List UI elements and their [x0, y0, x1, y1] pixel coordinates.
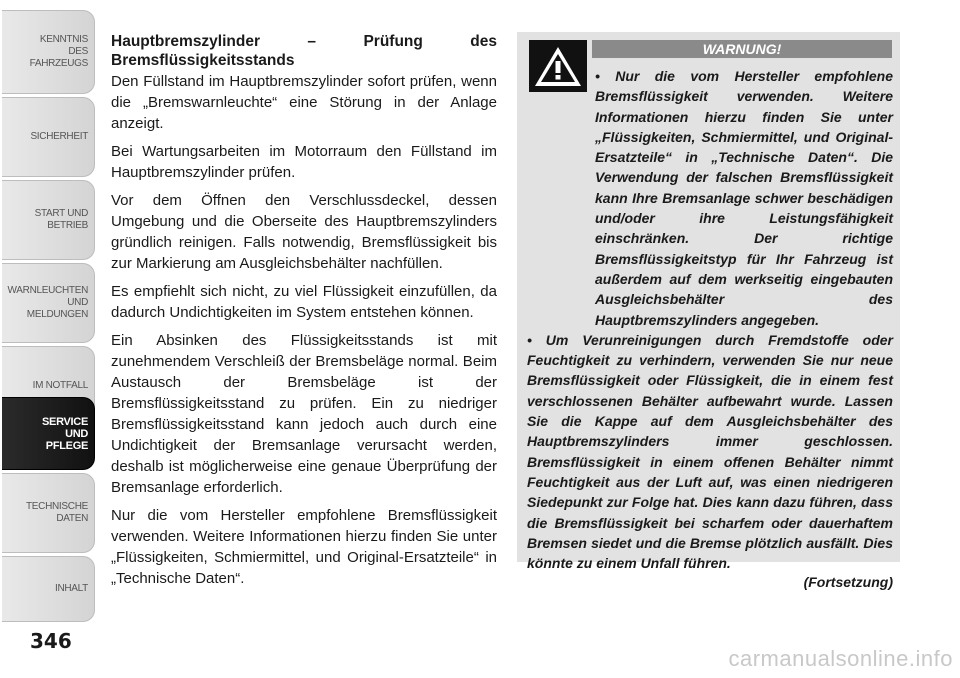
section-heading: Hauptbremszylinder – Prüfung des Bremsflüssigkeitsstands: [111, 33, 497, 69]
tab-label-line: START UND: [34, 208, 88, 219]
warning-box: [517, 32, 900, 572]
warning-header: WARNUNG!: [592, 40, 892, 58]
tab-label-line: UND: [65, 427, 88, 440]
tab-label-line: TECHNISCHE: [25, 501, 88, 512]
tab-label-line: FAHRZEUGS: [29, 58, 88, 69]
tab-service-und-pflege[interactable]: [2, 397, 95, 470]
tab-label-line: SICHERHEIT: [30, 131, 88, 142]
tab-label-line: BETRIEB: [47, 220, 88, 231]
warning-item: • Um Verunreinigungen durch Fremdstoffe oder Feuchtigkeit zu verhindern, verwenden Sie nur neue Bremsflüssigkeit oder Flüssigkeit, die in einem fest verschlossenen Behälter aufbewahrt wurde. Lassen Sie die Kappe auf dem Ausgleichsbehälter des Hauptbremszylinders immer geschlossen. Bremsflüssigkeit in einem offenen Behälter nimmt Feuchtigkeit aus der Luft auf, was einen niedrigeren Siedepunkt zur Folge hat. Dies kann dazu führen, dass die Bremsflüssigkeit bei scharfem oder dauerhaftem Bremsen siedet und die Bremse plötzlich ausfällt. Dies könnte zu einem Unfall führen.: [527, 331, 893, 572]
tab-inhalt[interactable]: [2, 556, 95, 622]
tab-label-line: SERVICE: [42, 415, 88, 428]
tab-label-line: DES: [68, 46, 88, 57]
tab-label-line: DATEN: [56, 513, 88, 524]
tab-label-line: IM NOTFALL: [32, 380, 88, 391]
tab-label-line: UND: [67, 297, 88, 308]
page-number: 346: [30, 629, 72, 653]
warning-text: [527, 66, 893, 573]
watermark: carmanualsonline.info: [728, 646, 953, 671]
continued-label: (Fortsetzung): [803, 574, 893, 590]
tab-warnleuchten-und-meldungen[interactable]: [2, 263, 95, 343]
chapter-tabs: [0, 0, 97, 678]
tab-label-line: MELDUNGEN: [26, 309, 88, 320]
tab-label-line: KENNTNIS: [39, 34, 88, 45]
body-paragraph: Vor dem Öffnen den Verschlussdeckel, dessen Umgebung und die Oberseite des Hauptbremszylinders gründlich reinigen. Falls notwendig, Bremsflüssigkeit bis zur Markierung am Ausgleichsbehälter nachfüllen.: [111, 192, 497, 272]
tab-label-line: WARNLEUCHTEN: [7, 285, 88, 296]
tab-technische-daten[interactable]: [2, 473, 95, 553]
tab-sicherheit[interactable]: [2, 97, 95, 177]
body-paragraph: Es empfiehlt sich nicht, zu viel Flüssigkeit einzufüllen, da dadurch Undichtigkeiten im System entstehen können.: [111, 283, 497, 321]
warning-item: • Nur die vom Hersteller empfohlene Bremsflüssigkeit verwenden. Weitere Informationen hierzu finden Sie unter „Flüssigkeiten, Schmiermittel, und Original-Ersatzteile“ in „Technische Daten“. Die Verwendung der falschen Bremsflüssigkeit kann Ihre Bremsanlage schwer beschädigen und/oder ihre Leistungsfähigkeit einschränken. Der richtige Bremsflüssigkeitstyp für Ihr Fahrzeug ist außerdem auf dem werkseitig eingebauten Ausgleichsbehälter des Hauptbremszylinders angegeben.: [595, 68, 893, 328]
main-text-column: [111, 32, 497, 596]
body-paragraph: Ein Absinken des Flüssigkeitsstands ist mit zunehmendem Verschleiß der Bremsbeläge normal. Beim Austausch der Bremsbeläge ist der Bremsflüssigkeitsstand zu prüfen. Ein zu niedriger Bremsflüssigkeitsstand kann jedoch auch durch eine Undichtigkeit der Bremsanlage verursacht werden, deshalb ist möglicherweise eine genaue Überprüfung der Bremsanlage erforderlich.: [111, 332, 497, 496]
tab-label-line: PFLEGE: [45, 439, 88, 452]
tab-start-und-betrieb[interactable]: [2, 180, 95, 260]
body-paragraph: Den Füllstand im Hauptbremszylinder sofort prüfen, wenn die „Bremswarnleuchte“ eine Störung in der Anlage anzeigt.: [111, 73, 497, 132]
tab-label-line: INHALT: [54, 583, 88, 594]
tab-kenntnis-des-fahrzeugs[interactable]: [2, 10, 95, 94]
body-paragraph: Nur die vom Hersteller empfohlene Bremsflüssigkeit verwenden. Weitere Informationen hierzu finden Sie unter „Flüssigkeiten, Schmiermittel, und Original-Ersatzteile“ in „Technische Daten“.: [111, 507, 497, 587]
body-paragraph: Bei Wartungsarbeiten im Motorraum den Füllstand im Hauptbremszylinder prüfen.: [111, 143, 497, 181]
